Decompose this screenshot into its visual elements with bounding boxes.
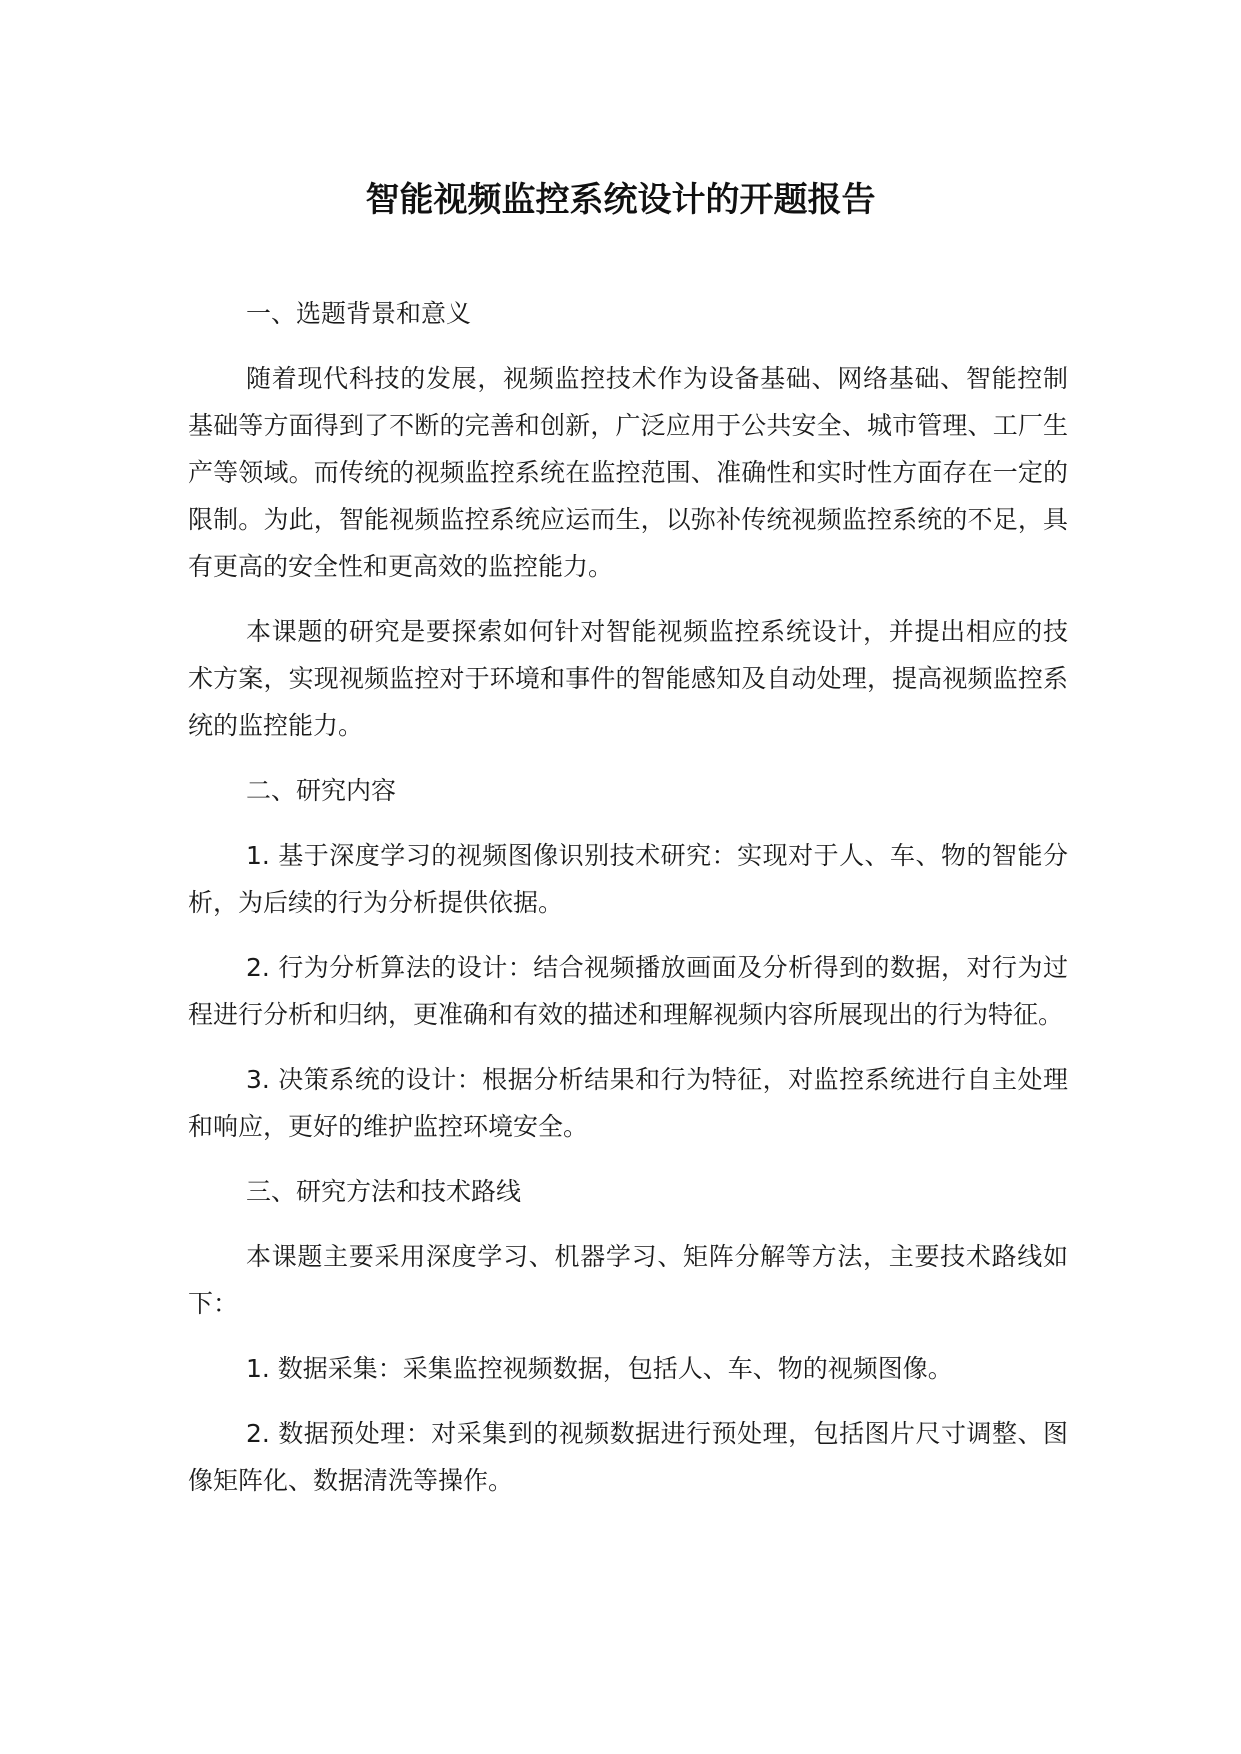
document-title: 智能视频监控系统设计的开题报告	[365, 180, 876, 220]
section-heading-content: 二、研究内容	[246, 776, 397, 805]
paragraph-content-item-3: 3. 决策系统的设计：根据分析结果和行为特征，对监控系统进行自主处理和响应，更好的维护监控环境安全。	[188, 1065, 1068, 1141]
paragraph-content-item-2: 2. 行为分析算法的设计：结合视频播放画面及分析得到的数据，对行为过程进行分析和归纳，更准确和有效的描述和理解视频内容所展现出的行为特征。	[188, 953, 1068, 1029]
paragraph-content-item-1: 1. 基于深度学习的视频图像识别技术研究：实现对于人、车、物的智能分析，为后续的行为分析提供依据。	[188, 841, 1068, 917]
section-heading-background: 一、选题背景和意义	[246, 299, 472, 328]
paragraph-methods-intro: 本课题主要采用深度学习、机器学习、矩阵分解等方法，主要技术路线如下：	[188, 1242, 1068, 1318]
document-body	[188, 290, 1068, 1522]
paragraph-method-step-2: 2. 数据预处理：对采集到的视频数据进行预处理，包括图片尺寸调整、图像矩阵化、数据清洗等操作。	[188, 1419, 1068, 1495]
paragraph-method-step-1: 1. 数据采集：采集监控视频数据，包括人、车、物的视频图像。	[246, 1354, 953, 1383]
section-heading-methods: 三、研究方法和技术路线	[246, 1177, 522, 1206]
paragraph-research-goal: 本课题的研究是要探索如何针对智能视频监控系统设计，并提出相应的技术方案，实现视频监控对于环境和事件的智能感知及自动处理，提高视频监控系统的监控能力。	[188, 617, 1068, 740]
paragraph-background: 随着现代科技的发展，视频监控技术作为设备基础、网络基础、智能控制基础等方面得到了不断的完善和创新，广泛应用于公共安全、城市管理、工厂生产等领域。而传统的视频监控系统在监控范围、准确性和实时性方面存在一定的限制。为此，智能视频监控系统应运而生，以弥补传统视频监控系统的不足，具有更高的安全性和更高效的监控能力。	[188, 364, 1068, 581]
